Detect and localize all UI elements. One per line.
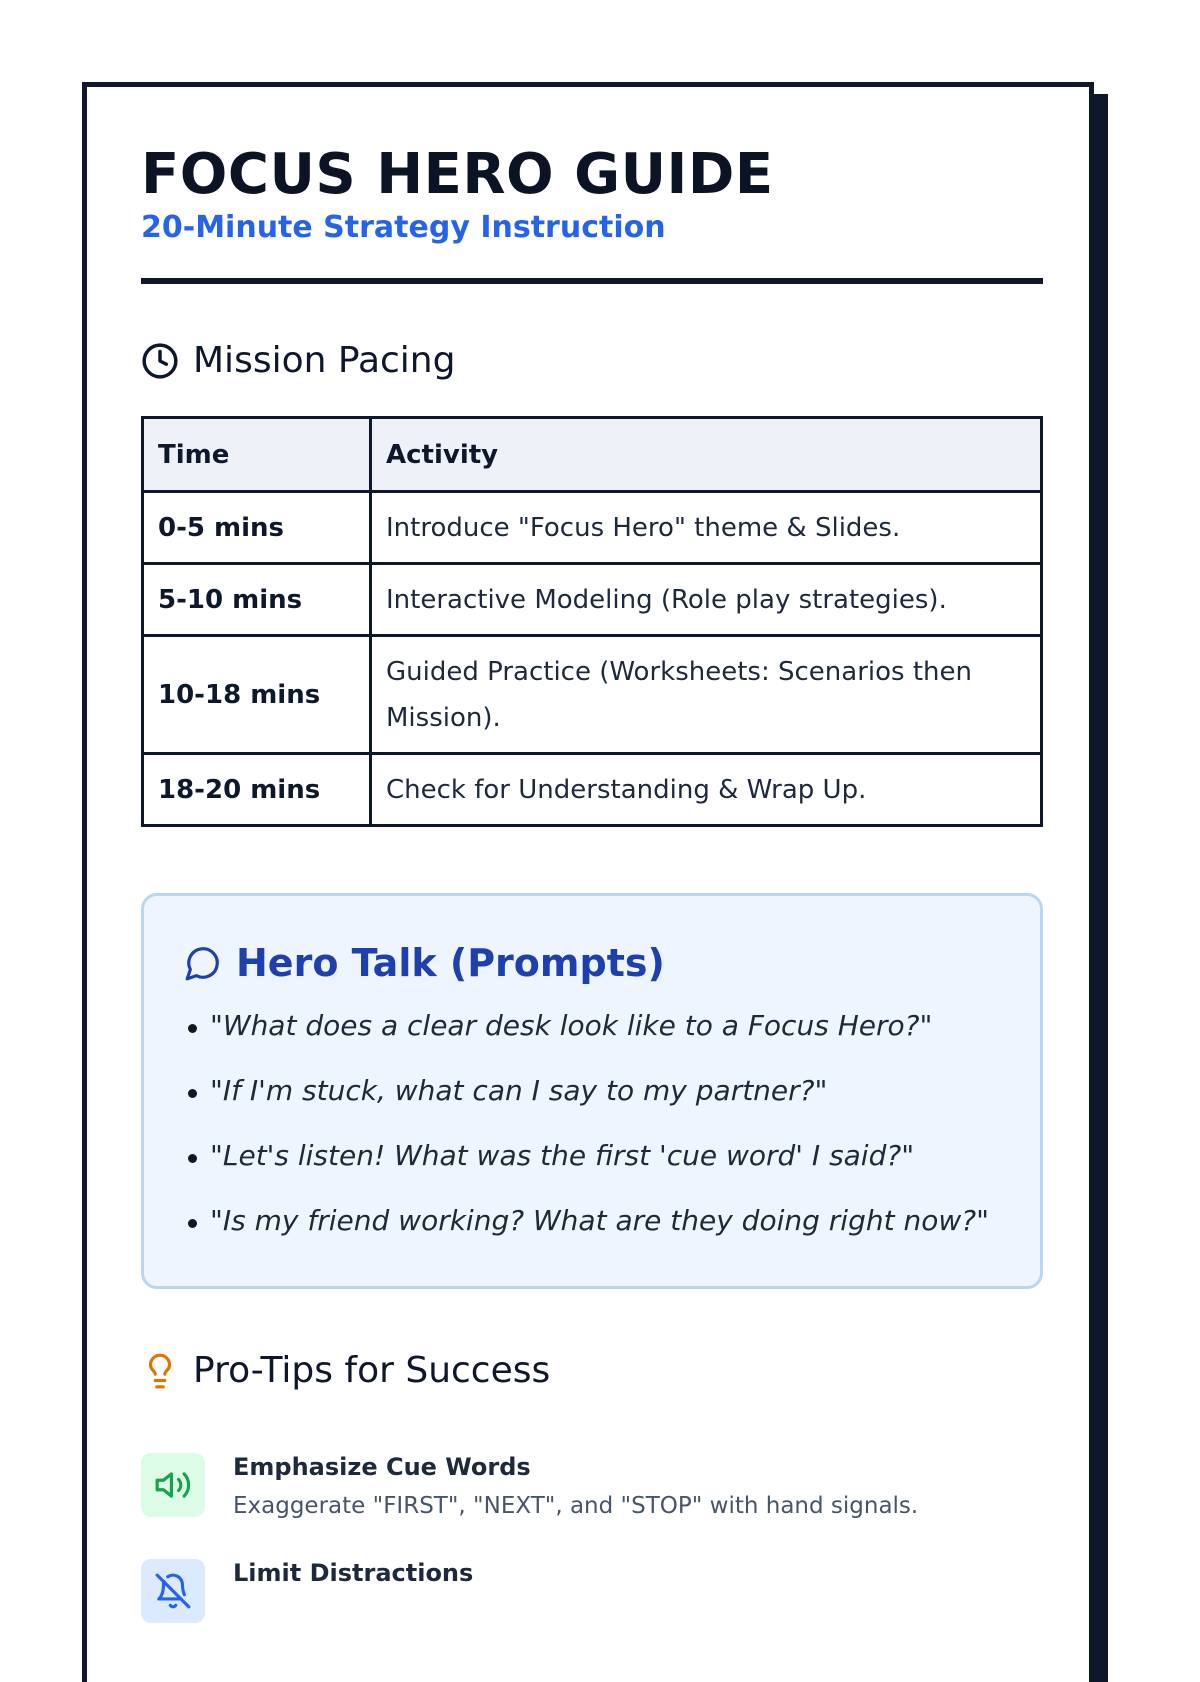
table-row <box>143 492 1042 564</box>
tips-heading <box>141 1349 550 1393</box>
time-cell: 18-20 mins <box>143 754 371 826</box>
speaker-icon-badge <box>141 1453 205 1517</box>
pacing-heading <box>141 339 455 383</box>
bell-off-icon <box>154 1572 192 1610</box>
bell-off-icon-badge <box>141 1559 205 1623</box>
clock-icon <box>141 342 179 380</box>
list-item: "If I'm stuck, what can I say to my partner?" <box>184 1073 989 1138</box>
page-title: FOCUS HERO GUIDE <box>141 142 774 207</box>
speech-bubble-icon <box>184 944 222 982</box>
lightbulb-icon <box>141 1352 179 1390</box>
tip-title: Limit Distractions <box>233 1559 474 1587</box>
activity-cell: Interactive Modeling (Role play strategies). <box>371 564 1042 636</box>
table-row <box>143 636 1042 754</box>
time-cell: 10-18 mins <box>143 636 371 754</box>
column-header-time: Time <box>143 418 371 492</box>
tips-heading-label: Pro-Tips for Success <box>193 1350 551 1391</box>
hero-talk-heading-label: Hero Talk (Prompts) <box>236 941 665 985</box>
page-subtitle: 20-Minute Strategy Instruction <box>141 210 666 245</box>
hero-talk-heading <box>184 941 665 985</box>
activity-cell: Check for Understanding & Wrap Up. <box>371 754 1042 826</box>
table-row <box>143 754 1042 826</box>
pacing-table <box>141 416 1043 827</box>
list-item: "Is my friend working? What are they doing right now?" <box>184 1203 989 1268</box>
list-item: "Let's listen! What was the first 'cue word' I said?" <box>184 1138 989 1203</box>
activity-cell: Introduce "Focus Hero" theme & Slides. <box>371 492 1042 564</box>
title-divider <box>141 278 1043 284</box>
speaker-icon <box>154 1466 192 1504</box>
hero-talk-box <box>141 893 1043 1289</box>
tip-title: Emphasize Cue Words <box>233 1453 531 1481</box>
time-cell: 0-5 mins <box>143 492 371 564</box>
tip-description: Exaggerate "FIRST", "NEXT", and "STOP" with hand signals. <box>233 1493 919 1519</box>
pacing-heading-label: Mission Pacing <box>193 340 456 381</box>
prompt-list <box>184 1008 989 1268</box>
guide-card <box>82 82 1094 1682</box>
table-row <box>143 564 1042 636</box>
table-header-row <box>143 418 1042 492</box>
activity-cell: Guided Practice (Worksheets: Scenarios then Mission). <box>371 636 1042 754</box>
column-header-activity: Activity <box>371 418 1042 492</box>
time-cell: 5-10 mins <box>143 564 371 636</box>
list-item: "What does a clear desk look like to a Focus Hero?" <box>184 1008 989 1073</box>
